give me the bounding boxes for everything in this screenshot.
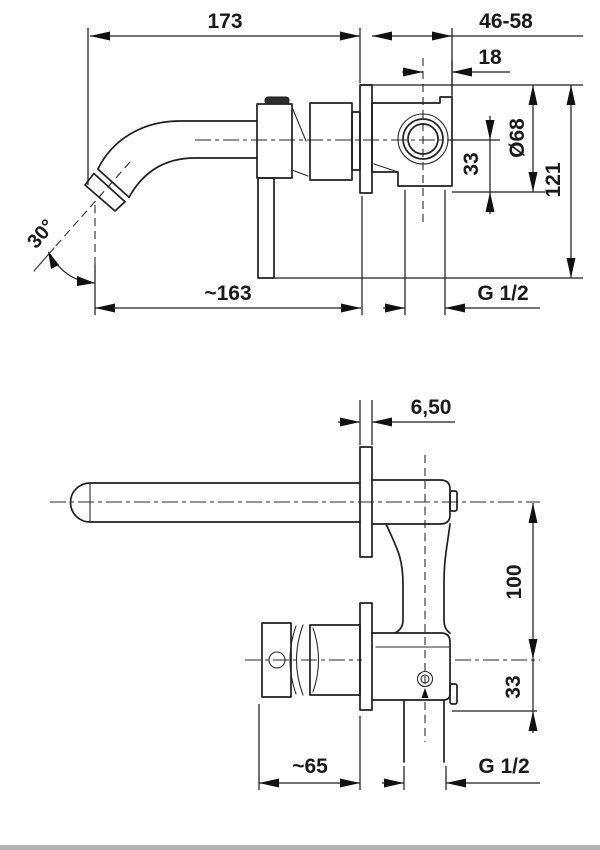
dim-121 (274, 85, 583, 278)
dim-label-spout-to-mixer: 100 (503, 564, 526, 600)
spout (34, 121, 257, 271)
dim-label-outlet-offset: 18 (478, 46, 502, 69)
handle-button (265, 97, 289, 104)
front-view (50, 396, 540, 790)
dim-label-mounting-depth: 46-58 (479, 10, 533, 33)
concealed-body (372, 58, 452, 226)
mixer-body (372, 633, 457, 762)
dim-label-spout-length: 173 (207, 10, 243, 33)
dim-33-front (452, 675, 538, 731)
dim-label-thread-front: G 1/2 (478, 755, 530, 778)
dim-label-total-height: 121 (542, 162, 565, 198)
dim-6-50 (338, 396, 455, 445)
dim-33-side (448, 116, 500, 214)
mixer-wall-plate (360, 603, 372, 710)
dim-thread-side (383, 190, 540, 315)
dim-label-thread-side: G 1/2 (477, 282, 529, 305)
dim-18 (402, 46, 510, 97)
connecting-pipe (386, 524, 450, 633)
dim-angle-30 (23, 215, 95, 286)
scan-edge-strip (0, 845, 600, 850)
dim-label-spout-angle: 30° (23, 215, 60, 253)
dim-label-escutcheon-diameter: Ø68 (506, 118, 529, 158)
handle-lever (258, 178, 274, 278)
dim-163 (95, 196, 362, 315)
dim-65 (259, 704, 360, 790)
dim-thread-front (382, 755, 540, 790)
dim-label-below-axis-side: 33 (460, 152, 483, 176)
supply-pipe (404, 700, 444, 762)
side-view (23, 10, 583, 315)
wall-plate-side (360, 85, 372, 193)
dim-label-below-axis-front: 33 (502, 675, 525, 699)
handle (257, 97, 308, 278)
mixer-nub (450, 684, 457, 704)
dim-label-spout-reach: ~163 (204, 282, 252, 305)
flow-direction-arrow (422, 688, 429, 698)
cartridge-housing (310, 103, 360, 180)
spout-inlet-nub (450, 491, 457, 511)
dim-label-mixer-reach: ~65 (292, 755, 328, 778)
dim-label-plate-thickness: 6,50 (410, 396, 452, 419)
